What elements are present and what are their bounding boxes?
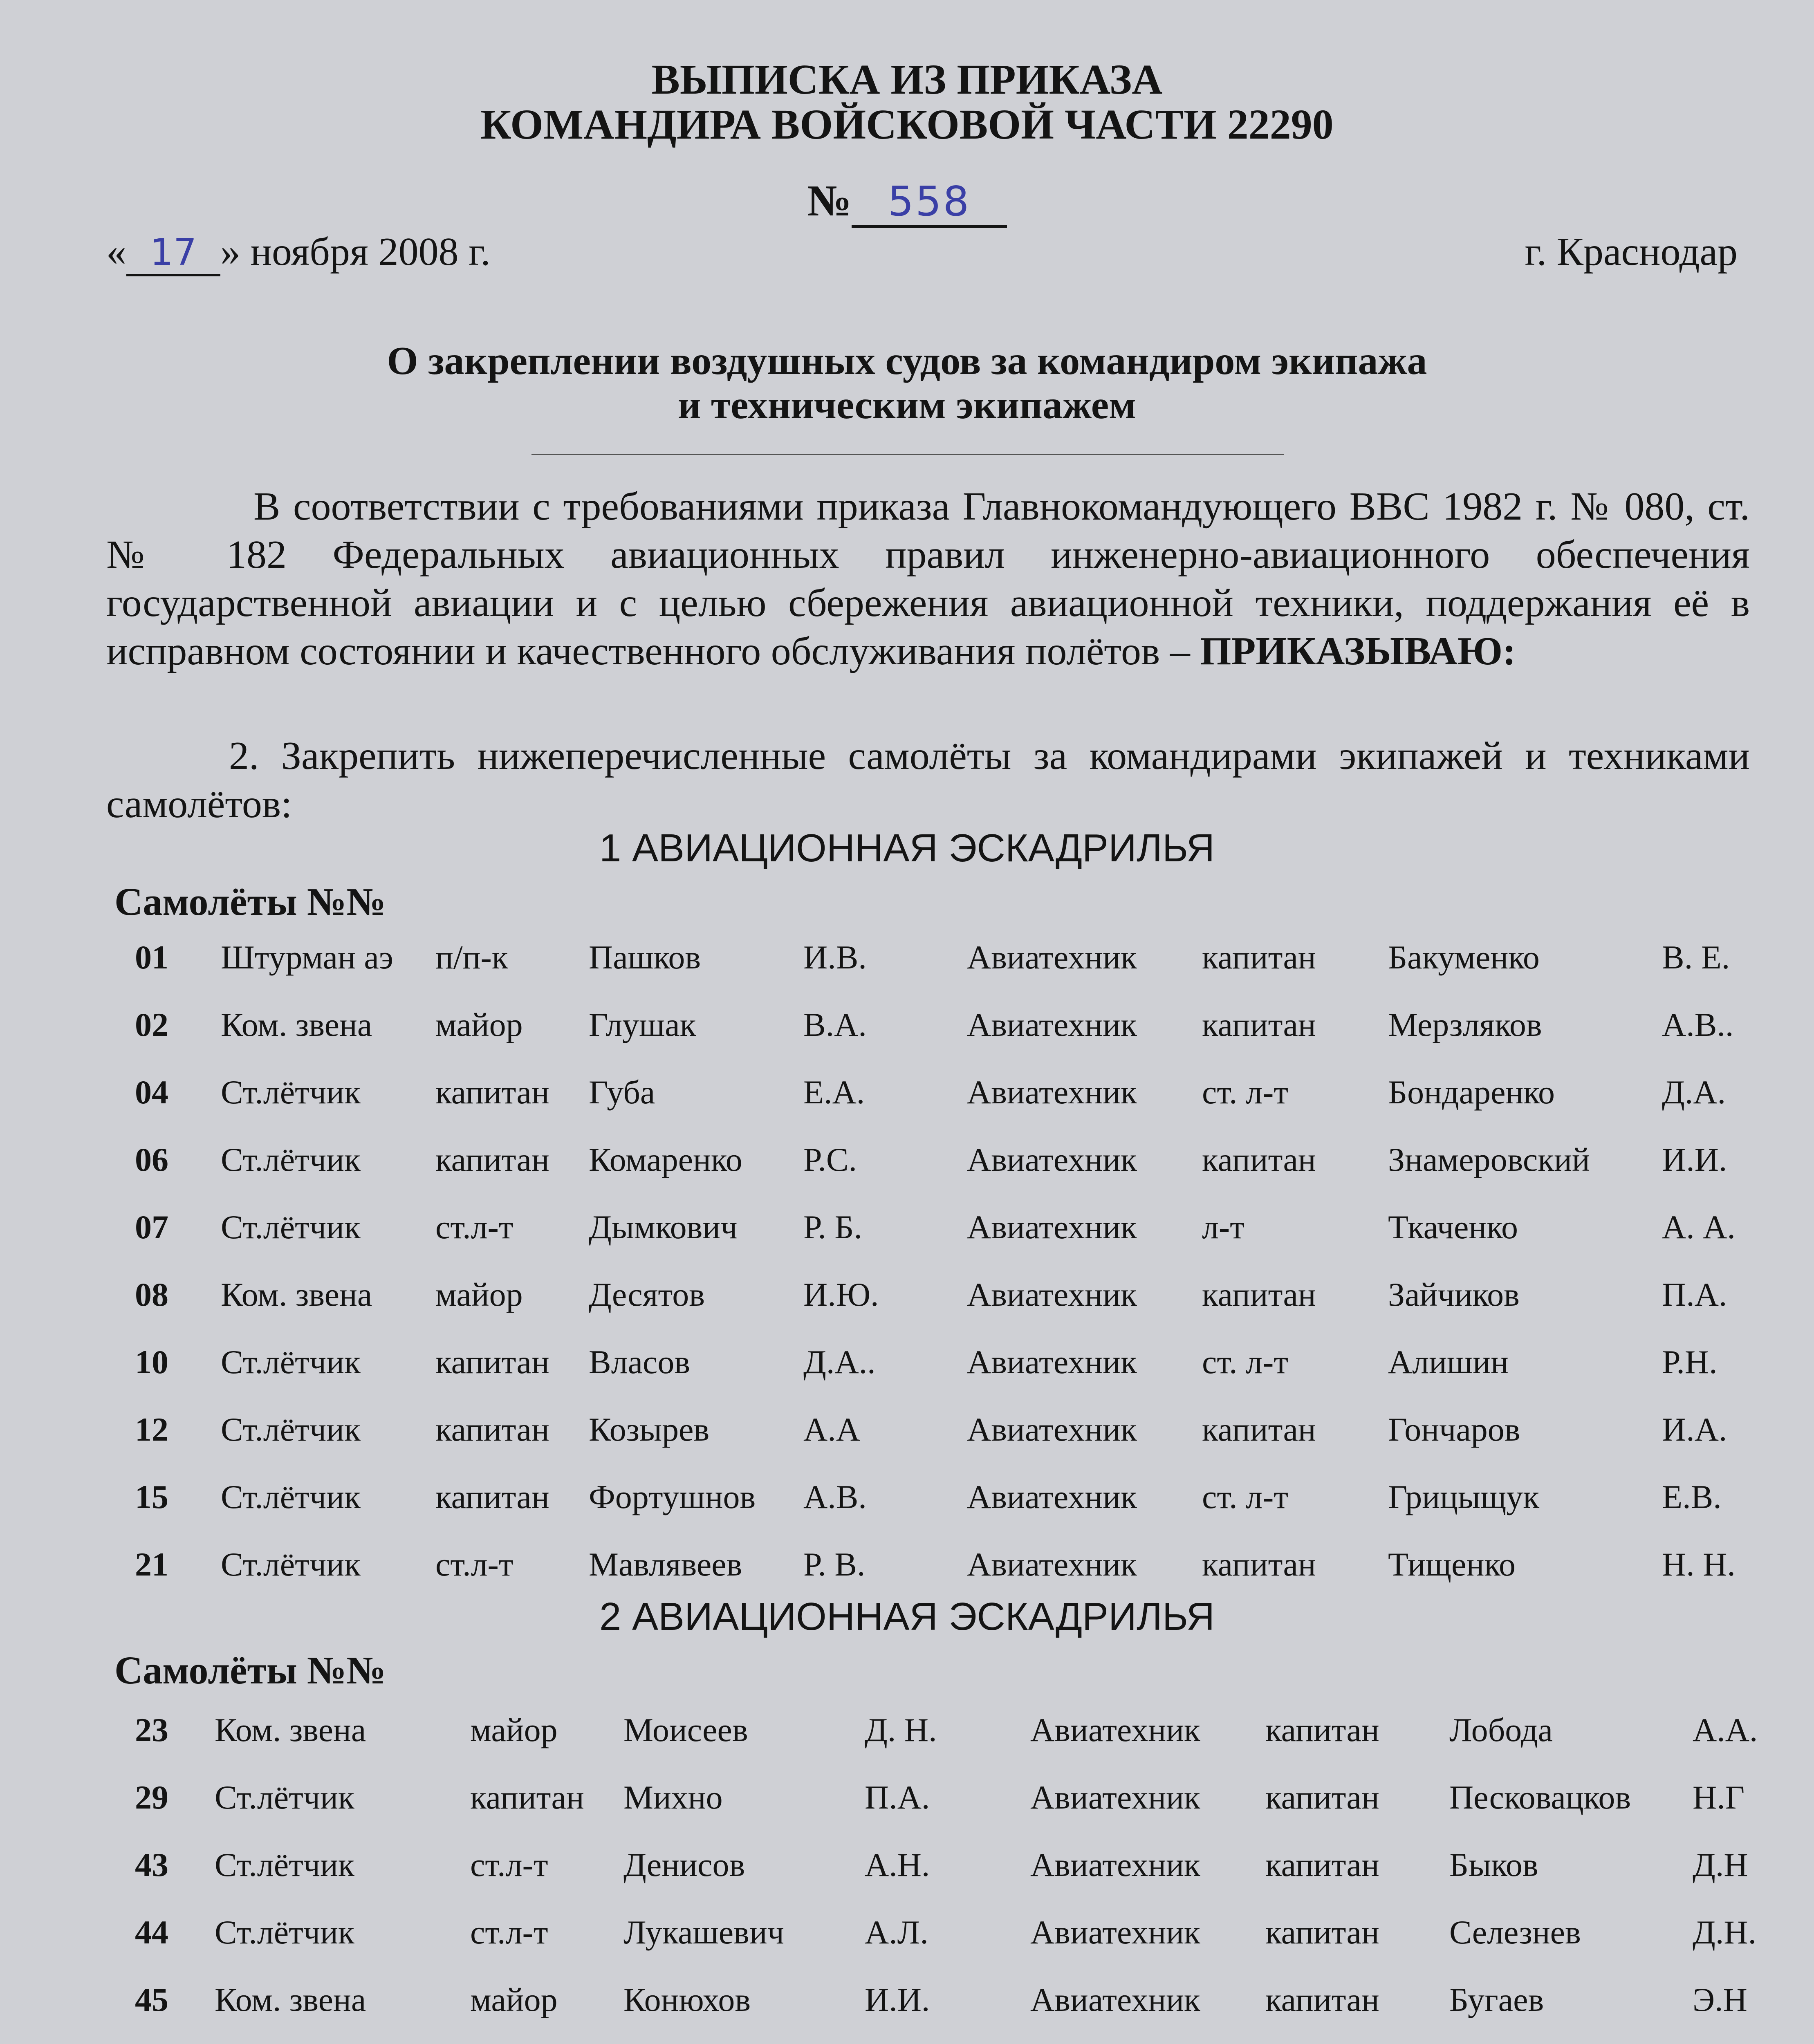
- commander-surname: Мавлявеев: [589, 1546, 742, 1583]
- order-date: [106, 229, 491, 276]
- technician-initials: Д.Н: [1693, 1846, 1748, 1883]
- commander-surname: Губа: [589, 1074, 655, 1111]
- technician-initials: В. Е.: [1662, 939, 1730, 976]
- document-title-line1: ВЫПИСКА ИЗ ПРИКАЗА: [651, 56, 1163, 103]
- technician-position: Авиатехник: [967, 1546, 1137, 1583]
- commander-surname: Конюхов: [623, 1981, 751, 2018]
- commander-position: Ком. звена: [215, 1981, 366, 2018]
- technician-initials: А.В..: [1662, 1006, 1734, 1043]
- plane-number: 06: [135, 1141, 168, 1178]
- table-row: [0, 1208, 1814, 1265]
- technician-surname: Алишин: [1388, 1343, 1509, 1381]
- technician-initials: Д.А.: [1662, 1074, 1726, 1111]
- commander-position: Ком. звена: [221, 1276, 372, 1313]
- technician-position: Авиатехник: [967, 1478, 1137, 1515]
- technician-rank: капитан: [1265, 1981, 1379, 2018]
- commander-position: Ст.лётчик: [215, 1846, 354, 1883]
- table-row: [0, 1846, 1814, 1903]
- commander-position: Ст.лётчик: [221, 1411, 361, 1448]
- commander-surname: Козырев: [589, 1411, 710, 1448]
- technician-surname: Бондаренко: [1388, 1074, 1555, 1111]
- commander-position: Ст.лётчик: [221, 1141, 361, 1178]
- technician-rank: капитан: [1202, 1546, 1316, 1583]
- commander-position: Ст.лётчик: [221, 1546, 361, 1583]
- plane-number: 04: [135, 1074, 168, 1111]
- technician-surname: Мерзляков: [1388, 1006, 1542, 1043]
- commander-rank: майор: [470, 1711, 558, 1748]
- number-prefix: №: [807, 177, 852, 225]
- commander-initials: А.Л.: [865, 1914, 928, 1951]
- squadron2-title: 2 АВИАЦИОННАЯ ЭСКАДРИЛЬЯ: [599, 1595, 1215, 1638]
- technician-rank: капитан: [1265, 1846, 1379, 1883]
- technician-surname: Песковацков: [1449, 1779, 1631, 1816]
- commander-position: Ст.лётчик: [221, 1208, 361, 1246]
- commander-initials: Р. Б.: [803, 1208, 862, 1246]
- table-row: [0, 1478, 1814, 1535]
- subject-line2: и техническим экипажем: [678, 383, 1136, 427]
- commander-initials: А.А: [803, 1411, 860, 1448]
- technician-rank: капитан: [1265, 1779, 1379, 1816]
- body-paragraph2: 2. Закрепить нижеперечисленные самолёты за командирами экипажей и техниками самолётов:: [106, 734, 1750, 826]
- commander-surname: Дымкович: [589, 1208, 738, 1246]
- technician-surname: Грицыщук: [1388, 1478, 1540, 1515]
- plane-number: 07: [135, 1208, 168, 1246]
- technician-initials: А. А.: [1662, 1208, 1736, 1246]
- commander-position: Ст.лётчик: [221, 1343, 361, 1381]
- technician-position: Авиатехник: [967, 1276, 1137, 1313]
- date-open-quote: «: [106, 230, 126, 274]
- commander-initials: Р. В.: [803, 1546, 866, 1583]
- technician-position: Авиатехник: [967, 1141, 1137, 1178]
- commander-position: Ст.лётчик: [215, 1779, 354, 1816]
- table-row: [0, 1073, 1814, 1130]
- technician-surname: Тищенко: [1388, 1546, 1516, 1583]
- paragraph1-text: В соответствии с требованиями приказа Главнокомандующего ВВС 1982 г. № 080, ст. № 182 Федеральных авиационных правил инженерно-авиационного обеспечения государственной авиации и с целью сбережения авиационной техники, поддержания её в исправном состоянии и качественного обслуживания полётов –: [106, 484, 1750, 673]
- plane-number: 21: [135, 1546, 168, 1583]
- commander-rank: майор: [470, 1981, 558, 2018]
- commander-initials: Е.А.: [803, 1074, 865, 1111]
- plane-number: 43: [135, 1846, 168, 1883]
- technician-initials: П.А.: [1662, 1276, 1727, 1313]
- handwritten-day: 17: [126, 231, 220, 276]
- commander-rank: капитан: [435, 1074, 549, 1111]
- order-number: [0, 176, 1814, 228]
- table-row: [0, 1778, 1814, 1836]
- plane-number: 12: [135, 1411, 168, 1448]
- commander-rank: майор: [435, 1276, 523, 1313]
- date-rest: » ноября 2008 г.: [220, 230, 491, 274]
- technician-position: Авиатехник: [1030, 1779, 1200, 1816]
- table-row: [0, 1545, 1814, 1602]
- commander-rank: капитан: [435, 1343, 549, 1381]
- technician-position: Авиатехник: [1030, 1914, 1200, 1951]
- technician-initials: И.А.: [1662, 1411, 1727, 1448]
- commander-surname: Моисеев: [623, 1711, 748, 1748]
- date-line: [106, 229, 1738, 276]
- technician-initials: Э.Н: [1693, 1981, 1747, 2018]
- plane-number: 08: [135, 1276, 168, 1313]
- commander-surname: Михно: [623, 1779, 723, 1816]
- commander-initials: В.А.: [803, 1006, 867, 1043]
- technician-surname: Быков: [1449, 1846, 1538, 1883]
- order-subject: [0, 339, 1814, 428]
- commander-initials: Д. Н.: [865, 1711, 937, 1748]
- commander-position: Ст.лётчик: [215, 1914, 354, 1951]
- commander-position: Штурман аэ: [221, 939, 393, 976]
- commander-surname: Комаренко: [589, 1141, 742, 1178]
- table-row: [0, 938, 1814, 995]
- commander-rank: капитан: [435, 1478, 549, 1515]
- table-row: [0, 1141, 1814, 1198]
- technician-rank: капитан: [1202, 1006, 1316, 1043]
- commander-rank: ст.л-т: [470, 1846, 548, 1883]
- plane-number: 15: [135, 1478, 168, 1515]
- technician-surname: Бакуменко: [1388, 939, 1540, 976]
- technician-position: Авиатехник: [1030, 1981, 1200, 2018]
- technician-surname: Гончаров: [1388, 1411, 1520, 1448]
- technician-rank: капитан: [1265, 1914, 1379, 1951]
- technician-position: Авиатехник: [967, 1411, 1137, 1448]
- table-row: [0, 1275, 1814, 1333]
- commander-surname: Денисов: [623, 1846, 745, 1883]
- table-row: [0, 1913, 1814, 1970]
- technician-position: Авиатехник: [967, 1343, 1137, 1381]
- commander-surname: Пашков: [589, 939, 701, 976]
- subject-underline: [531, 454, 1284, 455]
- commander-position: Ст.лётчик: [221, 1478, 361, 1515]
- technician-rank: капитан: [1202, 1276, 1316, 1313]
- technician-rank: капитан: [1202, 939, 1316, 976]
- commander-rank: капитан: [470, 1779, 584, 1816]
- technician-rank: ст. л-т: [1202, 1343, 1289, 1381]
- technician-rank: ст. л-т: [1202, 1074, 1289, 1111]
- technician-initials: И.И.: [1662, 1141, 1727, 1178]
- technician-rank: ст. л-т: [1202, 1478, 1289, 1515]
- technician-initials: Д.Н.: [1693, 1914, 1757, 1951]
- paragraph1-order-word: ПРИКАЗЫВАЮ:: [1200, 629, 1516, 673]
- technician-surname: Лобода: [1449, 1711, 1553, 1748]
- body-paragraph1: [106, 482, 1750, 675]
- technician-initials: Р.Н.: [1662, 1343, 1718, 1381]
- technician-position: Авиатехник: [1030, 1711, 1200, 1748]
- commander-initials: А.В.: [803, 1478, 867, 1515]
- technician-rank: л-т: [1202, 1208, 1245, 1246]
- technician-initials: А.А.: [1693, 1711, 1758, 1748]
- commander-rank: капитан: [435, 1411, 549, 1448]
- squadron2-planes-label: Самолёты №№: [114, 1648, 386, 1692]
- technician-surname: Зайчиков: [1388, 1276, 1520, 1313]
- technician-position: Авиатехник: [967, 939, 1137, 976]
- handwritten-order-number: 558: [852, 177, 1007, 228]
- table-row: [0, 1711, 1814, 1768]
- technician-rank: капитан: [1265, 1711, 1379, 1748]
- commander-surname: Власов: [589, 1343, 691, 1381]
- commander-rank: п/п-к: [435, 939, 508, 976]
- commander-rank: майор: [435, 1006, 523, 1043]
- commander-surname: Лукашевич: [623, 1914, 784, 1951]
- commander-initials: И.Ю.: [803, 1276, 879, 1313]
- commander-position: Ком. звена: [215, 1711, 366, 1748]
- commander-surname: Десятов: [589, 1276, 705, 1313]
- commander-initials: П.А.: [865, 1779, 930, 1816]
- technician-rank: капитан: [1202, 1141, 1316, 1178]
- commander-rank: капитан: [435, 1141, 549, 1178]
- commander-surname: Фортушнов: [589, 1478, 756, 1515]
- technician-initials: Е.В.: [1662, 1478, 1722, 1515]
- table-row: [0, 1006, 1814, 1063]
- technician-rank: капитан: [1202, 1411, 1316, 1448]
- commander-initials: А.Н.: [865, 1846, 930, 1883]
- commander-initials: И.В.: [803, 939, 867, 976]
- plane-number: 02: [135, 1006, 168, 1043]
- plane-number: 29: [135, 1779, 168, 1816]
- technician-surname: Ткаченко: [1388, 1208, 1518, 1246]
- plane-number: 45: [135, 1981, 168, 2018]
- document-title-line2: КОМАНДИРА ВОЙСКОВОЙ ЧАСТИ 22290: [480, 101, 1334, 148]
- commander-rank: ст.л-т: [470, 1914, 548, 1951]
- subject-line1: О закреплении воздушных судов за командиром экипажа: [387, 339, 1427, 383]
- table-row: [0, 1410, 1814, 1468]
- commander-surname: Глушак: [589, 1006, 696, 1043]
- technician-surname: Знамеровский: [1388, 1141, 1590, 1178]
- plane-number: 10: [135, 1343, 168, 1381]
- technician-position: Авиатехник: [967, 1208, 1137, 1246]
- table-row: [0, 1343, 1814, 1400]
- commander-position: Ком. звена: [221, 1006, 372, 1043]
- commander-initials: И.И.: [865, 1981, 930, 2018]
- city: г. Краснодар: [1525, 230, 1738, 274]
- technician-surname: Селезнев: [1449, 1914, 1581, 1951]
- squadron1-planes-label: Самолёты №№: [114, 880, 386, 923]
- technician-initials: Н. Н.: [1662, 1546, 1736, 1583]
- commander-rank: ст.л-т: [435, 1208, 513, 1246]
- commander-initials: Р.С.: [803, 1141, 857, 1178]
- table-row: [0, 1981, 1814, 2038]
- technician-initials: Н.Г: [1693, 1779, 1745, 1816]
- technician-surname: Бугаев: [1449, 1981, 1544, 2018]
- technician-position: Авиатехник: [1030, 1846, 1200, 1883]
- squadron1-title: 1 АВИАЦИОННАЯ ЭСКАДРИЛЬЯ: [599, 826, 1215, 870]
- commander-rank: ст.л-т: [435, 1546, 513, 1583]
- plane-number: 44: [135, 1914, 168, 1951]
- plane-number: 01: [135, 939, 168, 976]
- technician-position: Авиатехник: [967, 1074, 1137, 1111]
- technician-position: Авиатехник: [967, 1006, 1137, 1043]
- commander-initials: Д.А..: [803, 1343, 876, 1381]
- plane-number: 23: [135, 1711, 168, 1748]
- commander-position: Ст.лётчик: [221, 1074, 361, 1111]
